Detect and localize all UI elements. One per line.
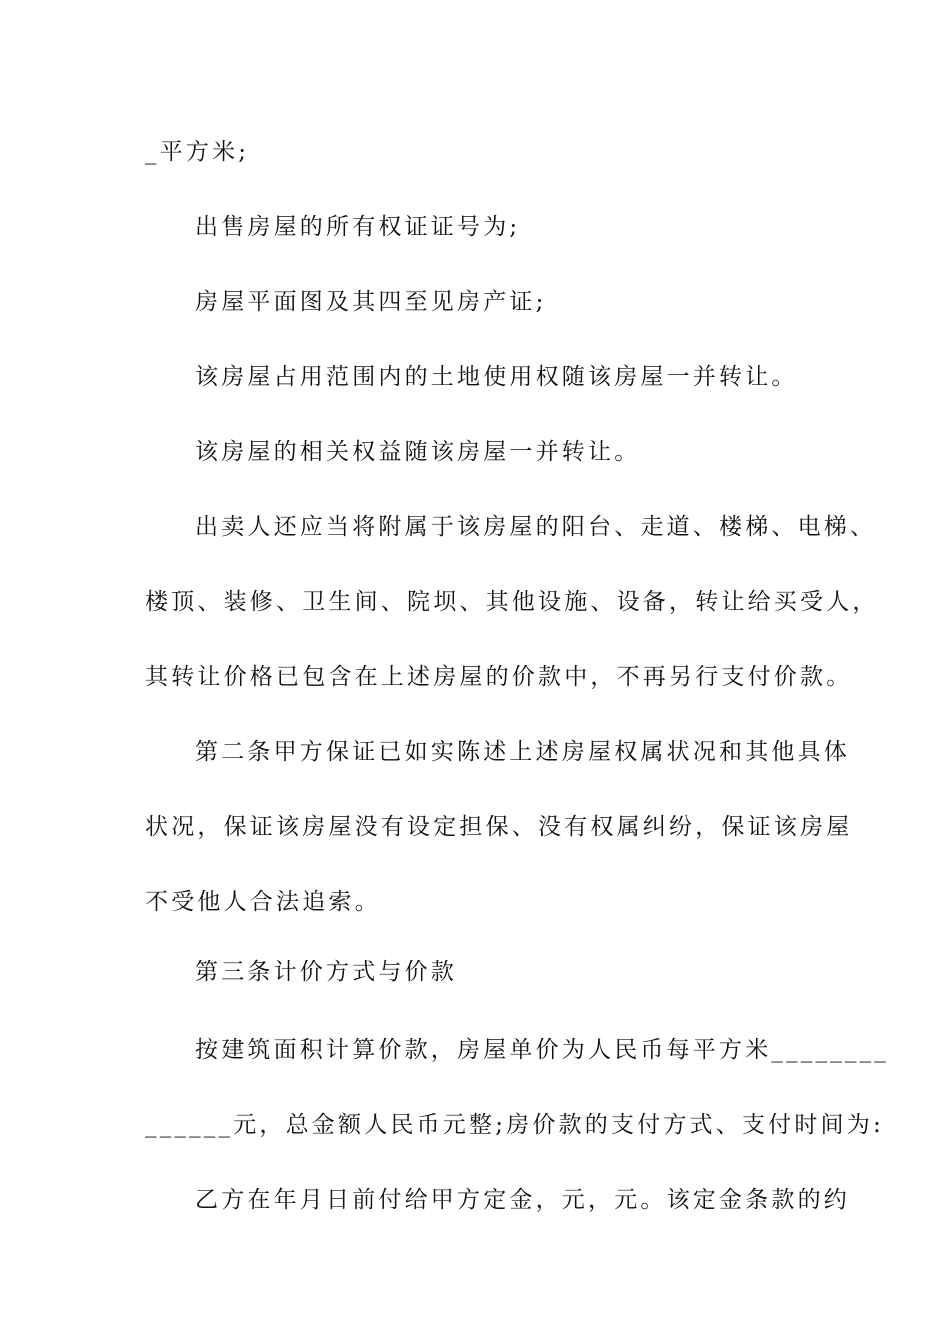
text-line: 第二条甲方保证已如实陈述上述房屋权属状况和其他具体 — [195, 739, 850, 765]
text-line: 楼顶、装修、卫生间、院坝、其他设施、设备，转让给买受人， — [145, 589, 879, 615]
text-line: 按建筑面积计算价款，房屋单价为人民币每平方米________ — [195, 1037, 889, 1063]
text-line: ______元，总金额人民币元整;房价款的支付方式、支付时间为: — [145, 1112, 884, 1138]
text-line: _平方米; — [145, 139, 250, 165]
text-line: 该房屋的相关权益随该房屋一并转让。 — [195, 439, 641, 465]
text-line: 出售房屋的所有权证证号为; — [195, 214, 521, 240]
text-line: 乙方在年月日前付给甲方定金，元，元。该定金条款的约 — [195, 1187, 850, 1213]
text-line: 不受他人合法追索。 — [145, 889, 381, 915]
text-line: 状况，保证该房屋没有设定担保、没有权属纠纷，保证该房屋 — [145, 814, 853, 840]
text-line: 该房屋占用范围内的土地使用权随该房屋一并转让。 — [195, 364, 798, 390]
text-line: 房屋平面图及其四至见房产证; — [195, 289, 547, 315]
text-line: 其转让价格已包含在上述房屋的价款中，不再另行支付价款。 — [145, 664, 853, 690]
section-heading: 第三条计价方式与价款 — [195, 959, 457, 985]
text-line: 出卖人还应当将附属于该房屋的阳台、走道、楼梯、电梯、 — [195, 514, 877, 540]
